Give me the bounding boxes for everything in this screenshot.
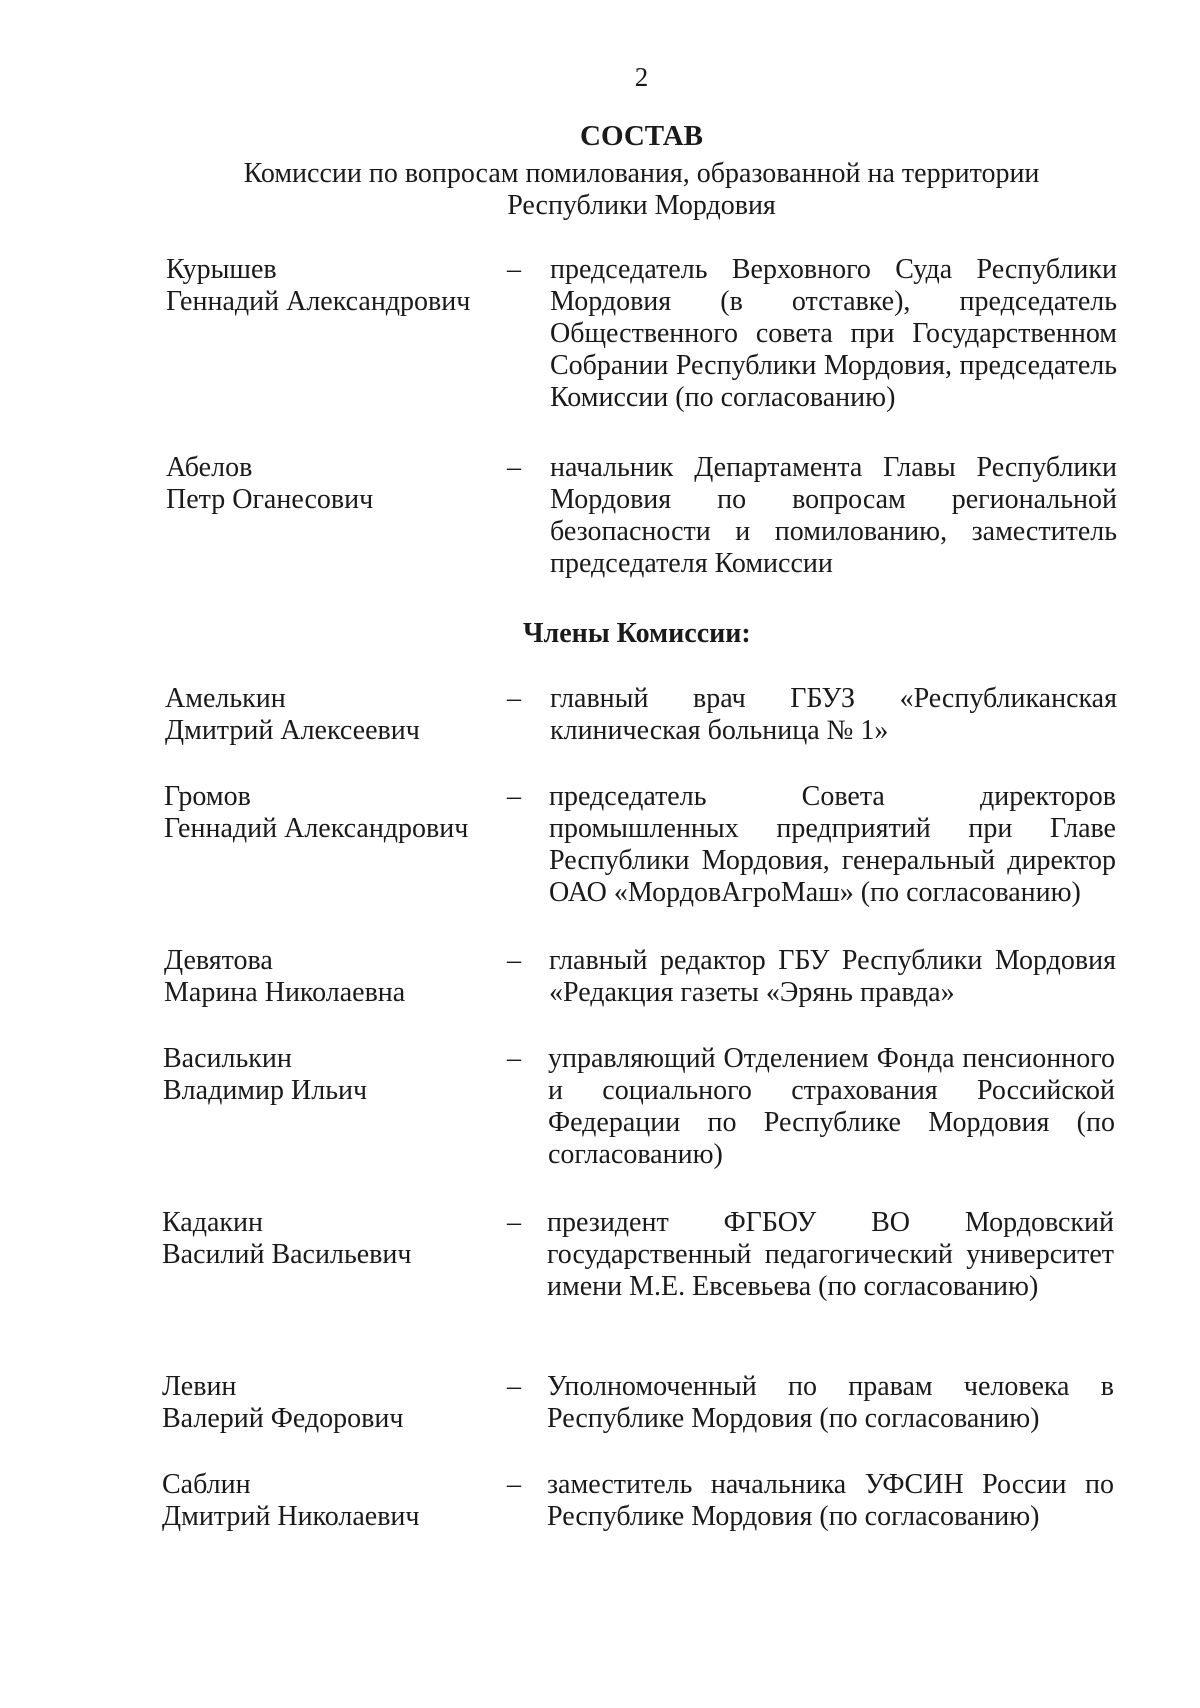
person-role: Уполномоченный по правам человека в Республике Мордовия (по согласованию) <box>547 1371 1114 1434</box>
person-given-names: Валерий Федорович <box>162 1403 404 1434</box>
separator-dash: – <box>507 945 521 976</box>
person-surname: Абелов <box>166 452 253 483</box>
person-given-names: Петр Оганесович <box>166 484 374 515</box>
person-surname: Левин <box>162 1371 237 1402</box>
person-role: президент ФГБОУ ВО Мордовский государственный педагогический университет имени М.Е. Евсевьева (по согласованию) <box>547 1207 1114 1302</box>
person-name <box>163 1043 503 1107</box>
person-given-names: Дмитрий Николаевич <box>162 1501 420 1532</box>
person-surname: Василькин <box>163 1043 292 1074</box>
subtitle-line: Комиссии по вопросам помилования, образованной на территории <box>243 158 1040 189</box>
person-surname: Саблин <box>162 1469 251 1500</box>
person-role: заместитель начальника УФСИН России по Республике Мордовия (по согласованию) <box>547 1469 1114 1532</box>
person-surname: Амелькин <box>165 683 286 714</box>
person-name <box>162 1469 502 1533</box>
person-given-names: Геннадий Александрович <box>166 286 471 317</box>
document-title: СОСТАВ <box>580 120 703 152</box>
document-subtitle <box>0 158 1200 222</box>
separator-dash: – <box>507 1207 521 1238</box>
person-name <box>166 254 506 318</box>
person-surname: Курышев <box>166 254 277 285</box>
person-role: начальник Департамента Главы Республики Мордовия по вопросам региональной безопасности и помилованию, заместитель председателя Комиссии <box>550 452 1117 579</box>
person-role: главный редактор ГБУ Республики Мордовия «Редакция газеты «Эрянь правда» <box>549 945 1116 1008</box>
separator-dash: – <box>507 683 521 714</box>
person-given-names: Василий Васильевич <box>162 1239 412 1270</box>
separator-dash: – <box>507 254 521 285</box>
person-surname: Громов <box>164 781 251 812</box>
person-given-names: Геннадий Александрович <box>164 813 469 844</box>
person-surname: Девятова <box>164 945 273 976</box>
person-surname: Кадакин <box>162 1207 263 1238</box>
page-number: 2 <box>634 62 649 92</box>
subtitle-line: Республики Мордовия <box>507 190 776 221</box>
person-name <box>166 452 506 516</box>
person-name <box>162 1207 502 1271</box>
separator-dash: – <box>507 1043 521 1074</box>
person-given-names: Марина Николаевна <box>164 977 406 1008</box>
person-given-names: Дмитрий Алексеевич <box>165 715 420 746</box>
person-name <box>164 781 504 845</box>
person-name <box>164 945 504 1009</box>
person-name <box>162 1371 502 1435</box>
members-heading: Члены Комиссии: <box>523 618 751 649</box>
person-role: председатель Верховного Суда Республики Мордовия (в отставке), председатель Общественного совета при Государственном Собрании Республики Мордовия, председатель Комиссии (по согласованию) <box>550 254 1117 413</box>
separator-dash: – <box>507 1371 521 1402</box>
person-role: управляющий Отделением Фонда пенсионного и социального страхования Российской Федерации по Республике Мордовия (по согласованию) <box>548 1043 1115 1170</box>
separator-dash: – <box>507 781 521 812</box>
person-role: главный врач ГБУЗ «Республиканская клиническая больница № 1» <box>550 683 1117 746</box>
person-name <box>165 683 505 747</box>
person-role: председатель Совета директоров промышленных предприятий при Главе Республики Мордовия, генеральный директор ОАО «МордовАгроМаш» (по согласованию) <box>549 781 1116 908</box>
separator-dash: – <box>507 1469 521 1500</box>
separator-dash: – <box>507 452 521 483</box>
person-given-names: Владимир Ильич <box>163 1075 368 1106</box>
